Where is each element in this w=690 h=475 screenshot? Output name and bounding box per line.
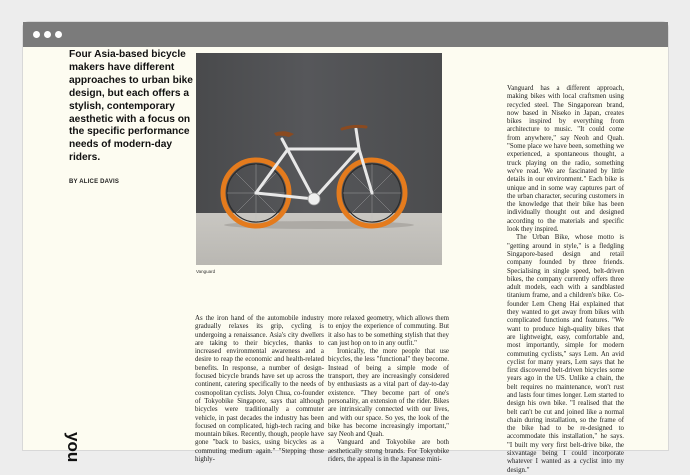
article-column-1	[195, 315, 324, 464]
paragraph: As the iron hand of the automobile industry gradually relaxes its grip, cycling is undergoing a renaissance. Asia's city dwellers are taking to their bicycles, thanks to increased environmental awareness and a desire to reap the economic and health-related benefits. In response, a number of design-focused bicycle brands have set up across the continent, catering specifically to the needs of cosmopolitan cyclists. Jolyn Chua, co-founder of Tokyobike Singapore, says that although bicycles were traditionally a commuter vehicle, in past decades the industry has been focused on complicated, high-tech racing and mountain bikes. Recently, though, people have gone "back to basics, using bicycles as a commuting medium again." "Stepping those highly-	[195, 315, 324, 464]
window-dot-icon	[55, 31, 62, 38]
browser-window	[23, 22, 668, 474]
paragraph: Vanguard has a different approach, making bikes with local craftsmen using recycled steel. The Singaporean brand, now based in Niseko in Japan, creates bikes inspired by everything from architecture to music. "It could come from anywhere," say Neoh and Quah. "Some place we have been, something we experienced, a spontaneous thought, a truck playing on the radio, something we've read. We are fascinated by little details in our environment." Each bike is unique and in some way captures part of the urban character, securing customers in the knowledge that their bike has been individually thought out and designed according to the materials and specific look they inspired.	[507, 85, 624, 234]
article-column-2	[328, 315, 449, 464]
article-column-3	[507, 85, 624, 475]
article-deck: Four Asia-based bicycle makers have different approaches to urban bike design, but each offers a stylish, contemporary aesthetic with a focus on the specific performance needs of modern-day riders.	[69, 49, 193, 164]
window-titlebar	[23, 22, 668, 47]
bicycle-illustration	[196, 53, 442, 265]
vertical-heading-fragment: you	[64, 432, 83, 463]
photo-caption: Vanguard	[196, 269, 216, 274]
paragraph: The Urban Bike, whose motto is "getting around in style," is a fledgling Singapore-based design and retail company founded by three friends. Specialising in single speed, belt-driven bikes, the company currently offers three adult models, each with a sandblasted titanium frame, and a children's bike. Co-founder Lem Cheng Hai explained that they wanted to get away from bikes with complicated functions and features. "We want to produce high-quality bikes that are lightweight, easy, comfortable and, most importantly, simple for modern commuting cyclists," says Lem. An avid cyclist for many years, Lem says that he first discovered belt-driven bicycles some years ago in the US. Unlike a chain, the belt requires no maintenance, won't rust and lasts four times longer. Lem started to design his own bike. "I realised that the belt can't be cut and joined like a normal chain during installation, so the frame of the bike had to be re-designed to accommodate this installation," he says. "I built my very first belt-drive bike, the sixvantage being I could incorporate whatever I wanted as a cyclist into my design."	[507, 234, 624, 474]
article-byline: BY ALICE DAVIS	[69, 179, 120, 185]
magazine-page	[23, 47, 668, 474]
window-dot-icon	[33, 31, 40, 38]
paragraph: more relaxed geometry, which allows them to enjoy the experience of commuting. But it also has to be something stylish that they can just hop on to in any outfit."	[328, 315, 449, 347]
window-dot-icon	[44, 31, 51, 38]
bicycle-photo	[196, 53, 442, 265]
paragraph: Ironically, the more people that use bicycles, the less "functional" they become. Instead of being a simple mode of transport, they are increasingly considered by enthusiasts as a vital part of day-to-day existence. "They become part of one's personality, an extension of the rider. Bikes are intrinsically connected with our lives, and with our space. So yes, the look of the bike has become increasingly important," say Neoh and Quah.	[328, 348, 449, 439]
paragraph: Vanguard and Tokyobike are both aesthetically strong brands. For Tokyobike riders, the appeal is in the Japanese mini-	[328, 439, 449, 464]
